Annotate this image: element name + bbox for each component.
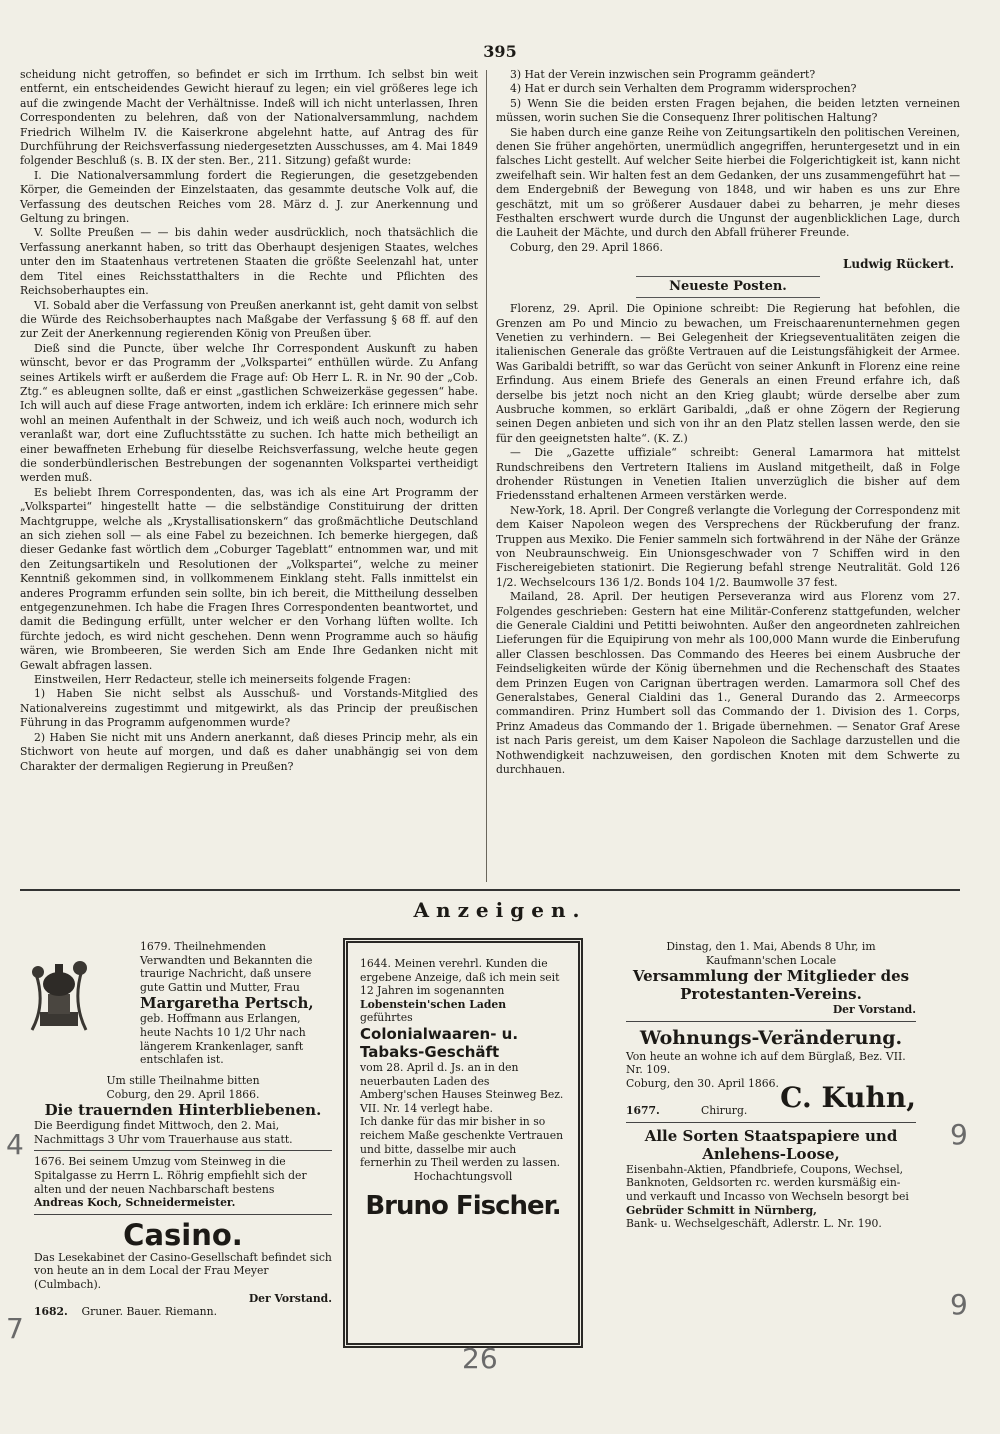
left-paragraph: scheidung nicht getroffen, so befindet er sich im Irrthum. Ich selbst bin weit entfernt, ein entscheidendes Gewicht hierauf zu legen; ein viel größeres lege ich auf die zwingende Macht der Verhältnisse. Indeß will ich nicht unterlassen, Ihren Correspondenten zu belehren, daß von der Nationalversammlung, nachdem Friedrich Wilhelm IV. die Kaiserkrone abgelehnt hatte, auf Antrag des für Durchführung der Reichsverfassung niedergesetzten Ausschusses, am 4. Mai 1849 folgender Beschluß (s. B. IX der sten. Ber., 211. Sitzung) gefaßt wurde: (20, 68, 478, 168)
handwritten-note: 9 (950, 1288, 968, 1321)
ad-casino-title: Casino. (123, 1217, 243, 1252)
news-item: New-York, 18. April. Der Congreß verlangte die Vorlegung der Correspondenz mit dem Kaiser Napoleon wegen des Versprechens der Rückberufung der franz. Truppen aus Mexiko. Die Fenier sammeln sich fortwährend in der Nähe der Gränze von Neubraunschweig. Ein Unionsgeschwader von 7 Schiffen wird in den Fischereigebieten stationirt. Die Regierung befahl strenge Neutralität. Gold 126 1/2. Wechselcours 136 1/2. Bonds 104 1/2. Baumwolle 37 fest. (496, 503, 960, 589)
ad-text: vom 28. April d. Js. an in den neuerbauten Laden des Amberg'schen Hauses Steinweg Bez. VII. Nr. 14 verlegt habe. (360, 1060, 564, 1115)
ad-greeting: Hochachtungsvoll (413, 1169, 513, 1183)
ad-profession: Chirurg. (701, 1104, 748, 1118)
ad-fischer-name: Bruno Fischer. (365, 1191, 561, 1222)
ad-signature: Andreas Koch, Schneidermeister. (34, 1196, 236, 1210)
left-paragraph: V. Sollte Preußen — — bis dahin weder ausdrücklich, noch thatsächlich die Verfassung anerkannt haben, so tritt das Oberhaupt desjenigen Staates, welches unter den im Staatenhaus vertretenen Staaten die größte Seelenzahl hat, unter dem Titel eines Reichsstatthalters in die Rechte und Pflichten des Reichsoberhauptes ein. (20, 226, 478, 298)
ad-date: Coburg, den 30. April 1866. (626, 1076, 779, 1090)
handwritten-note: 7 (6, 1312, 24, 1345)
ad-number: 1677. (626, 1104, 660, 1118)
ad-text: 1679. Theilnehmenden Verwandten und Bekannten die traurige Nachricht, daß unsere gute Gattin und Mutter, Frau (140, 940, 313, 994)
ad-name: Gebrüder Schmitt in Nürnberg, (626, 1203, 817, 1217)
ads-heading: Anzeigen. (413, 898, 587, 922)
ad-number: 1682. (34, 1305, 68, 1319)
section-title: Neueste Posten. (496, 276, 960, 298)
news-item: Florenz, 29. April. Die Opinione schreibt: Die Regierung hat befohlen, die Grenzen am Po und Mincio zu bewachen, um Freischaarenunternehmen gegen Venetien zu verhindern. — Bei Gelegenheit der Kriegseventualitäten zeigen die italienischen Generale das größte Vertrauen auf die Leistungsfähigkeit der Armee. Was Garibaldi betrifft, so war das Gerücht von seiner Ankunft in Florenz eine reine Erfindung. Aus einem Briefe des Generals an einen Freund erfahre ich, daß derselbe bis jetzt noch nicht an den Krieg glaubt; würde derselbe aber zum Ausbruche kommen, so erklärt Garibaldi, „daß er ohne Zögern der Regierung seinen Degen anbieten und sich von ihr an den Platz stellen lassen werde, den sie für den geeignetsten halte“. (K. Z.) (496, 302, 960, 445)
left-paragraph: Dieß sind die Puncte, über welche Ihr Correspondent Auskunft zu haben wünscht, bevor er das Programm der „Volkspartei“ enthüllen würde. Zu Anfang seines Artikels wirft er außerdem die Frage auf: Ob Herr L. R. in Nr. 90 der „Cob. Ztg.“ es ableugnen sollte, daß er einst „gastlichen Schweizerkäse gegessen“ habe. Ich will auch auf diese Frage antworten, indem ich erkläre: Ich erinnere mich sehr wohl an meinen Aufenthalt in der Schweiz, und ich weiß auch noch, wodurch ich veranlaßt war, dort eine Zufluchtsstätte zu suchen. Ich hatte mich betheiligt an einer bewaffneten Erhebung für dieselbe Reichsverfassung, welche heute gegen die sonderbündlerischen Bestrebungen der sogenannten Volkspartei vertheidigt werden muß. (20, 341, 478, 485)
ad-closing: Die trauernden Hinterbliebenen. (44, 1101, 322, 1120)
ad-text: Die Beerdigung findet Mittwoch, den 2. Mai, Nachmittags 3 Uhr vom Trauerhause aus statt. (34, 1119, 293, 1146)
question: 4) Hat er durch sein Verhalten dem Programm widersprochen? (510, 82, 857, 96)
ad-mourning (140, 940, 330, 1067)
ad-divider (34, 1150, 332, 1151)
ad-names: Gruner. Bauer. Riemann. (81, 1305, 218, 1319)
news-item: — Die „Gazette uffiziale“ schreibt: General Lamarmora hat mittelst Rundschreibens den Vertretern Italiens im Ausland mitgetheilt, daß in Folge drohender Rüstungen in Venetien Italien unverzüglich die bisher auf dem Friedensstand erhaltenen Armeen verstärken werde. (496, 446, 960, 503)
left-paragraph: VI. Sobald aber die Verfassung von Preußen anerkannt ist, geht damit von selbst die Würde des Reichsoberhauptes nach Maßgabe der Verfassung § 68 ff. auf den zur Zeit der Anerkennung regierenden König von Preußen über. (20, 298, 478, 341)
ad-name: C. Kuhn, (780, 1080, 916, 1114)
left-paragraph: 2) Haben Sie nicht mit uns Andern anerkannt, daß dieses Princip mehr, als ein Stichwort von heute auf morgen, und daß es daher unabhängig sei von dem Charakter der dermaligen Regierung in Preußen? (20, 730, 478, 773)
ad-address: Bank- u. Wechselgeschäft, Adlerstr. L. Nr. 190. (626, 1217, 882, 1231)
dateline: Coburg, den 29. April 1866. (510, 240, 663, 254)
ad-text: Um stille Theilnahme bitten (106, 1074, 260, 1087)
ad-title: Wohnungs-Veränderung. (639, 1026, 903, 1049)
ad-signature: Der Vorstand. (248, 1291, 332, 1305)
ad-name: Margaretha Pertsch, (140, 994, 314, 1013)
grave-urn-icon (26, 944, 92, 1034)
handwritten-note: 9 (950, 1118, 968, 1151)
left-paragraph: I. Die Nationalversammlung fordert die Regierungen, die gesetzgebenden Körper, die Gemeinden der Einzelstaaten, das gesammte deutsche Volk auf, die Verfassung des deutschen Reiches vom 28. März d. J. zur Anerkennung und Geltung zu bringen. (20, 168, 478, 226)
ad-divider (34, 1214, 332, 1215)
question: 3) Hat der Verein inzwischen sein Programm geändert? (510, 68, 816, 81)
question: 5) Wenn Sie die beiden ersten Fragen bejahen, die beiden letzten verneinen müssen, worin suchen Sie die Consequenz Ihrer politischen Haltung? (496, 96, 960, 125)
page-number: 395 (483, 42, 517, 61)
ad-fischer (343, 938, 583, 1348)
ad-divider (626, 1122, 916, 1123)
news-item: Mailand, 28. April. Der heutigen Perseveranza wird aus Florenz vom 27. Folgendes geschrieben: Gestern hat eine Militär-Conferenz stattgefunden, welcher die Generale Cialdini und Petitti beiwohnten. Außer den angeordneten zahlreichen Lieferungen für die Equipirung von mehr als 100,000 Mann wurde die Einberufung aller Classen beschlossen. Das Commando des Heeres bei einem Ausbruche der Feindseligkeiten würde der König übernehmen und die Rechenschaft des Staates dem Prinzen Eugen von Carignan übertragen werden. Lamarmora soll Chef des Generalstabes, General Cialdini das 1., General Durando das 2. Armeecorps commandiren. Prinz Humbert soll das Commando der 1. Division des 1. Corps, Prinz Amadeus das Commando der 1. Brigade übernehmen. — Senator Graf Arese ist nach Paris gereist, um dem Kaiser Napoleon die Sachlage darzustellen und die Nothwendigkeit nachzuweisen, den gordischen Knoten mit dem Schwerte zu durchhauen. (496, 590, 960, 777)
handwritten-note: 4 (6, 1128, 24, 1161)
left-paragraph: Es beliebt Ihrem Correspondenten, das, was ich als eine Art Programm der „Volkspartei“ hingestellt hatte — die selbständige Constituirung der dritten Machtgruppe, welche als „Krystallisationskern“ das großmächtliche Deutschland an sich ziehen soll — als eine Fabel zu bezeichnen. Ich bemerke hiergegen, daß dieser Gedanke fast wörtlich dem „Coburger Tageblatt“ entnommen war, und mit den Zeitungsartikeln und Resolutionen der „Volkspartei“, welche zu meiner Kenntniß gekommen sind, in vollkommenem Einklang steht. Falls inmittelst ein anderes Programm erfunden sein sollte, bin ich bereit, die Mittheilung desselben entgegenzunehmen. Ich habe die Fragen Ihres Correspondenten beantwortet, und damit die Bedingung erfüllt, unter welcher er den Vorhang lüften wollte. Ich fürchte jedoch, es wird nicht geschehen. Denn wenn Programme auch so häufig wären, wie Brombeeren, Sie werden Sich am Ende Ihre Gedanken nicht mit Gewalt abfragen lassen. (20, 485, 478, 672)
ad-signature: Der Vorstand. (832, 1003, 916, 1017)
ad-business: Colonialwaaren- u. Tabaks-Geschäft (360, 1024, 519, 1061)
ad-text: Eisenbahn-Aktien, Pfandbriefe, Coupons, Wechsel, Banknoten, Geldsorten rc. werden kursmäßig ein- und verkauft und Incasso von Wechseln besorgt bei (626, 1162, 909, 1203)
left-column (20, 68, 478, 774)
ad-shop: Lobenstein'schen Laden (360, 997, 507, 1011)
left-paragraph: 1) Haben Sie nicht selbst als Ausschuß- und Vorstands-Mitglied des Nationalvereins zugestimmt und mitgewirkt, als das Princip der preußischen Führung in das Programm aufgenommen wurde? (20, 687, 478, 730)
ad-divider (626, 1021, 916, 1022)
ad-text: geb. Hoffmann aus Erlangen, heute Nachts 10 1/2 Uhr nach längerem Krankenlager, sanft entschlafen ist. (140, 1012, 306, 1067)
ad-date: Coburg, den 29. April 1866. (106, 1087, 260, 1101)
ad-text: Das Lesekabinet der Casino-Gesellschaft befindet sich von heute an in dem Local der Frau Meyer (Culmbach). (34, 1250, 332, 1291)
ad-right-column (626, 940, 916, 1231)
ad-mourning-footer (34, 1074, 332, 1319)
ad-title: Alle Sorten Staatspapiere und Anlehens-Loose, (644, 1126, 898, 1163)
left-paragraph: Einstweilen, Herr Redacteur, stelle ich meinerseits folgende Fragen: (34, 673, 411, 687)
column-divider (486, 70, 487, 882)
handwritten-note: 26 (462, 1342, 498, 1375)
ad-text: Ich danke für das mir bisher in so reichem Maße geschenkte Vertrauen und bitte, dasselbe mir auch fernerhin zu Theil werden zu lassen. (360, 1115, 564, 1170)
right-column (496, 68, 960, 778)
ad-title: Versammlung der Mitglieder des Protestanten-Vereins. (632, 967, 910, 1004)
ad-text: 1644. Meinen verehrl. Kunden die ergebene Anzeige, daß ich mein seit 12 Jahren im sogenannten (360, 957, 560, 998)
ad-text: geführtes (360, 1011, 413, 1025)
section-divider (20, 889, 960, 891)
signature: Ludwig Rückert. (842, 257, 954, 272)
ad-text: Von heute an wohne ich auf dem Bürglaß, Bez. VII. Nr. 109. (626, 1049, 906, 1077)
ad-text: 1676. Bei seinem Umzug vom Steinweg in die Spitalgasse zu Herrn L. Röhrig empfiehlt sich der alten und der neuen Nachbarschaft bestens (34, 1155, 307, 1196)
right-paragraph: Sie haben durch eine ganze Reihe von Zeitungsartikeln den politischen Vereinen, denen Sie früher angehörten, unermüdlich angegriffen, heruntergesetzt und in ein falsches Licht gestellt. Auf welcher Seite hierbei die Folgerichtigkeit ist, kann nicht zweifelhaft sein. Wir halten fest an dem Gedanken, der uns zusammengeführt hat — dem Endergebniß der Bewegung von 1848, und wir haben es uns zur Ehre geschätzt, mit um so größerer Ausdauer dabei zu beharren, je mehr dieses Festhalten erschwert wurde durch die Ungunst der augenblicklichen Lage, durch die Lauheit der Mächte, und durch den Abfall früherer Freunde. (496, 125, 960, 240)
ad-text: Dinstag, den 1. Mai, Abends 8 Uhr, im Kaufmann'schen Locale (666, 940, 876, 967)
